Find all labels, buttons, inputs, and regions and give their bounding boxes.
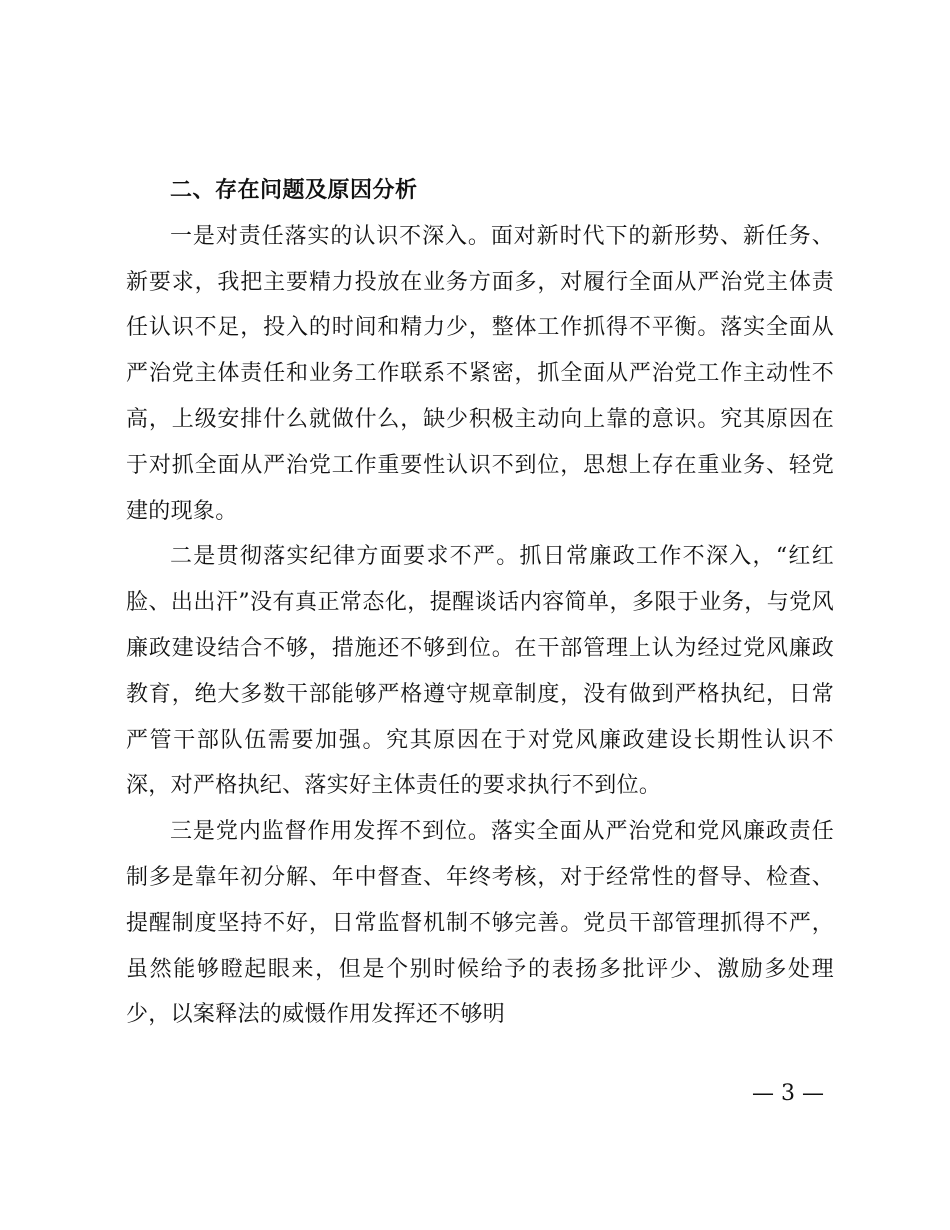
document-body: [126, 168, 834, 1038]
paragraph-responsibility: 一是对责任落实的认识不深入。面对新时代下的新形势、新任务、新要求，我把主要精力投放在业务方面多，对履行全面从严治党主体责任认识不足，投入的时间和精力少，整体工作抓得不平衡。落实全面从严治党主体责任和业务工作联系不紧密，抓全面从严治党工作主动性不高，上级安排什么就做什么，缺少积极主动向上靠的意识。究其原因在于对抓全面从严治党工作重要性认识不到位，思想上存在重业务、轻党建的现象。: [126, 223, 834, 524]
paragraph-discipline: 二是贯彻落实纪律方面要求不严。抓日常廉政工作不深入，“红红脸、出出汗”没有真正常态化，提醒谈话内容简单，多限于业务，与党风廉政建设结合不够，措施还不够到位。在干部管理上认为经过党风廉政教育，绝大多数干部能够严格遵守规章制度，没有做到严格执纪，日常严管干部队伍需要加强。究其原因在于对党风廉政建设长期性认识不深，对严格执纪、落实好主体责任的要求执行不到位。: [126, 544, 834, 799]
section-heading: 二、存在问题及原因分析: [170, 178, 418, 203]
page-number: — 3 —: [752, 1081, 824, 1106]
paragraph-supervision: 三是党内监督作用发挥不到位。落实全面从严治党和党风廉政责任制多是靠年初分解、年中督查、年终考核，对于经常性的督导、检查、提醒制度坚持不好，日常监督机制不够完善。党员干部管理抓得不严，虽然能够瞪起眼来，但是个别时候给予的表扬多批评少、激励多处理少，以案释法的威慑作用发挥还不够明: [126, 819, 834, 1028]
